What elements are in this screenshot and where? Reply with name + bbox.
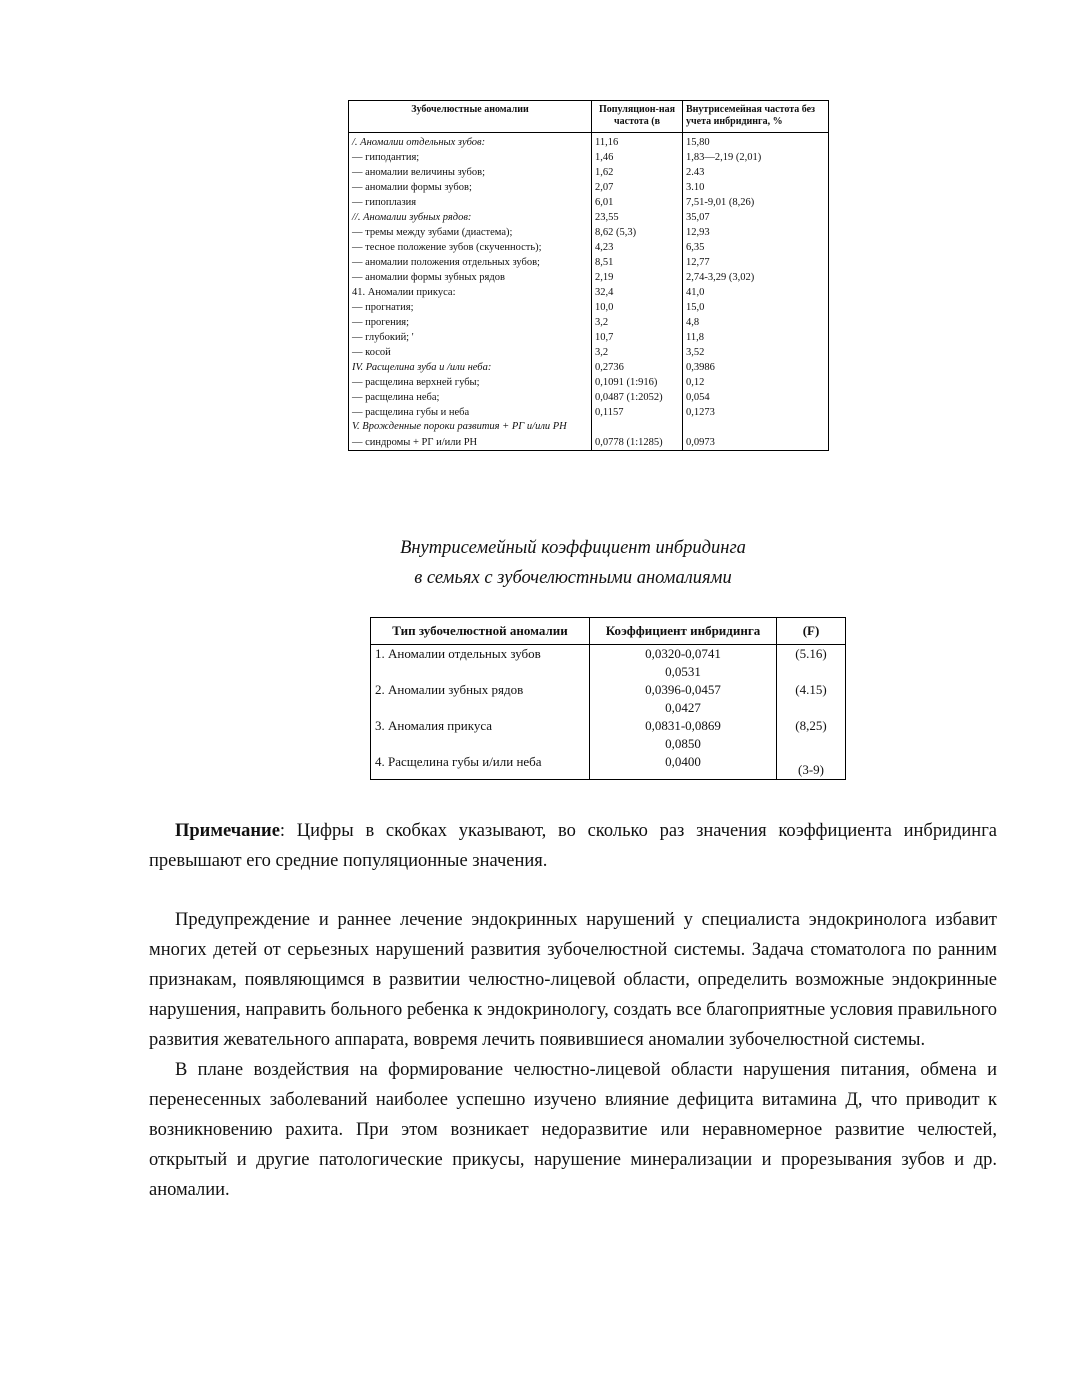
- table-row: [349, 360, 829, 375]
- cell-family: [683, 420, 829, 435]
- cell-f: (3-9): [777, 753, 846, 780]
- cell-population: 2,07: [592, 180, 683, 195]
- cell-population: 32,4: [592, 285, 683, 300]
- cell-anomaly: — тесное положение зубов (скученность);: [349, 240, 592, 255]
- cell-population: 1,62: [592, 165, 683, 180]
- cell-population: 10,0: [592, 300, 683, 315]
- anomaly-frequency-table: [348, 100, 829, 451]
- table-header-row: [349, 101, 829, 133]
- paragraph-2: В плане воздействия на формирование челюстно-лицевой области нарушения питания, обмена и перенесенных заболеваний наиболее успешно изучено влияние дефицита витамина Д, что приводит к возникновению рахита. При этом возникает недоразвитие или неравномерное развитие челюстей, открытый и другие патологические прикусы, нарушение минерализации и прорезывания зубов и др. аномалии.: [149, 1060, 997, 1200]
- table-row: [349, 315, 829, 330]
- table-row: [349, 150, 829, 165]
- table-row: [371, 717, 846, 753]
- table-row: [349, 180, 829, 195]
- cell-population: 0,2736: [592, 360, 683, 375]
- cell-population: 23,55: [592, 210, 683, 225]
- cell-coefficient: [590, 645, 777, 682]
- cell-anomaly: — аномалии формы зубных рядов: [349, 270, 592, 285]
- cell-family: 0,054: [683, 390, 829, 405]
- column-header-f: (F): [777, 618, 846, 645]
- table-row: [349, 345, 829, 360]
- cell-anomaly: — расщелина неба;: [349, 390, 592, 405]
- inbreeding-table-wrapper: [370, 617, 846, 780]
- cell-anomaly: /. Аномалии отдельных зубов:: [349, 133, 592, 151]
- cell-anomaly: — гипоплазия: [349, 195, 592, 210]
- body-text: [149, 905, 997, 1205]
- table-row: [349, 405, 829, 420]
- table-row: [349, 195, 829, 210]
- cell-population: 3,2: [592, 345, 683, 360]
- cell-anomaly: — расщелина губы и неба: [349, 405, 592, 420]
- cell-population: 1,46: [592, 150, 683, 165]
- cell-family: 4,8: [683, 315, 829, 330]
- cell-family: 41,0: [683, 285, 829, 300]
- column-header-population: Популяцион-ная частота (в: [592, 101, 683, 133]
- cell-anomaly: — расщелина верхней губы;: [349, 375, 592, 390]
- cell-anomaly-type: 1. Аномалии отдельных зубов: [371, 645, 590, 682]
- cell-anomaly: — аномалии положения отдельных зубов;: [349, 255, 592, 270]
- anomaly-table-body: [349, 133, 829, 451]
- table-row: [349, 240, 829, 255]
- cell-anomaly: — синдромы + РГ и/или РН: [349, 435, 592, 451]
- cell-family: 2,74-3,29 (3,02): [683, 270, 829, 285]
- cell-population: 11,16: [592, 133, 683, 151]
- note-text: : Цифры в скобках указывают, во сколько раз значения коэффициента инбридинга превышают его средние популяционные значения.: [149, 821, 997, 871]
- table-row: [349, 420, 829, 435]
- table-row: [349, 225, 829, 240]
- inbreeding-table-body: [371, 645, 846, 780]
- cell-family: 15,80: [683, 133, 829, 151]
- table-row: [349, 390, 829, 405]
- cell-anomaly: — аномалии величины зубов;: [349, 165, 592, 180]
- cell-f: (4.15): [777, 681, 846, 717]
- table-row: [371, 753, 846, 780]
- inbreeding-coefficient-table: [370, 617, 846, 780]
- column-header-family: Внутрисемейная частота без учета инбридинга, %: [683, 101, 829, 133]
- cell-anomaly: — тремы между зубами (диастема);: [349, 225, 592, 240]
- table-caption: [0, 533, 1071, 593]
- cell-population: 10,7: [592, 330, 683, 345]
- caption-line-2: в семьях с зубочелюстными аномалиями: [414, 568, 732, 588]
- column-header-type: Тип зубочелюстной аномалии: [371, 618, 590, 645]
- cell-anomaly: — прогнатия;: [349, 300, 592, 315]
- cell-family: 15,0: [683, 300, 829, 315]
- coefficient-range: 0,0320-0,0741: [645, 646, 721, 661]
- cell-anomaly: — прогения;: [349, 315, 592, 330]
- cell-family: 3.10: [683, 180, 829, 195]
- cell-family: 6,35: [683, 240, 829, 255]
- cell-population: 0,1091 (1:916): [592, 375, 683, 390]
- column-header-coefficient: Коэффициент инбридинга: [590, 618, 777, 645]
- table-header-row: [371, 618, 846, 645]
- cell-anomaly: — аномалии формы зубов;: [349, 180, 592, 195]
- cell-family: 12,93: [683, 225, 829, 240]
- coefficient-range: 0,0400: [665, 754, 701, 769]
- table-row: [349, 300, 829, 315]
- cell-population: 6,01: [592, 195, 683, 210]
- cell-anomaly: //. Аномалии зубных рядов:: [349, 210, 592, 225]
- cell-anomaly: — гиподантия;: [349, 150, 592, 165]
- cell-family: 0,1273: [683, 405, 829, 420]
- cell-f: (8,25): [777, 717, 846, 753]
- cell-family: 1,83—2,19 (2,01): [683, 150, 829, 165]
- cell-population: 8,62 (5,3): [592, 225, 683, 240]
- cell-anomaly: 41. Аномалии прикуса:: [349, 285, 592, 300]
- cell-population: 3,2: [592, 315, 683, 330]
- table-row: [349, 165, 829, 180]
- cell-anomaly-type: 4. Расщелина губы и/или неба: [371, 753, 590, 780]
- cell-family: 0,3986: [683, 360, 829, 375]
- cell-population: 0,0778 (1:1285): [592, 435, 683, 451]
- cell-population: 2,19: [592, 270, 683, 285]
- table-row: [349, 270, 829, 285]
- table-row: [349, 375, 829, 390]
- cell-population: 0,1157: [592, 405, 683, 420]
- cell-family: 0,0973: [683, 435, 829, 451]
- cell-f: (5.16): [777, 645, 846, 682]
- cell-family: 3,52: [683, 345, 829, 360]
- table-row: [371, 645, 846, 682]
- cell-family: 35,07: [683, 210, 829, 225]
- table-row: [349, 210, 829, 225]
- cell-anomaly: — глубокий; ': [349, 330, 592, 345]
- cell-anomaly-type: 3. Аномалия прикуса: [371, 717, 590, 753]
- cell-anomaly-type: 2. Аномалии зубных рядов: [371, 681, 590, 717]
- paragraph-1: Предупреждение и раннее лечение эндокринных нарушений у специалиста эндокринолога избавит многих детей от серьезных нарушений развития зубочелюстной системы. Задача стоматолога по ранним признакам, появляющимся в развитии челюстно-лицевой области, определить возможные эндокринные нарушения, направить больного ребенка к эндокринологу, создать все благоприятные условия правильного развития жевательного аппарата, вовремя лечить появившиеся аномалии зубочелюстной системы.: [149, 910, 997, 1050]
- cell-population: 8,51: [592, 255, 683, 270]
- cell-family: 0,12: [683, 375, 829, 390]
- table-row: [349, 133, 829, 151]
- table-row: [349, 255, 829, 270]
- cell-population: 0,0487 (1:2052): [592, 390, 683, 405]
- coefficient-mean: [594, 771, 772, 779]
- coefficient-range: 0,0831-0,0869: [645, 718, 721, 733]
- cell-anomaly: V. Врожденные пороки развития + РГ и/или РН: [349, 420, 592, 435]
- cell-family: 12,77: [683, 255, 829, 270]
- table-row: [349, 435, 829, 451]
- coefficient-range: 0,0396-0,0457: [645, 682, 721, 697]
- table-row: [349, 330, 829, 345]
- cell-family: 7,51-9,01 (8,26): [683, 195, 829, 210]
- note-label: Примечание: [175, 821, 280, 841]
- column-header-anomalies: Зубочелюстные аномалии: [349, 101, 592, 133]
- coefficient-mean: 0,0531: [665, 664, 701, 679]
- cell-coefficient: [590, 681, 777, 717]
- table-row: [349, 285, 829, 300]
- cell-anomaly: IV. Расщелина зуба и /или неба:: [349, 360, 592, 375]
- cell-population: [592, 420, 683, 435]
- cell-family: 2.43: [683, 165, 829, 180]
- cell-population: 4,23: [592, 240, 683, 255]
- coefficient-mean: 0,0850: [665, 736, 701, 751]
- table-row: [371, 681, 846, 717]
- coefficient-mean: 0,0427: [665, 700, 701, 715]
- note-paragraph: [149, 816, 997, 876]
- cell-coefficient: [590, 717, 777, 753]
- cell-family: 11,8: [683, 330, 829, 345]
- cell-coefficient: [590, 753, 777, 780]
- caption-line-1: Внутрисемейный коэффициент инбридинга: [400, 538, 746, 558]
- cell-anomaly: — косой: [349, 345, 592, 360]
